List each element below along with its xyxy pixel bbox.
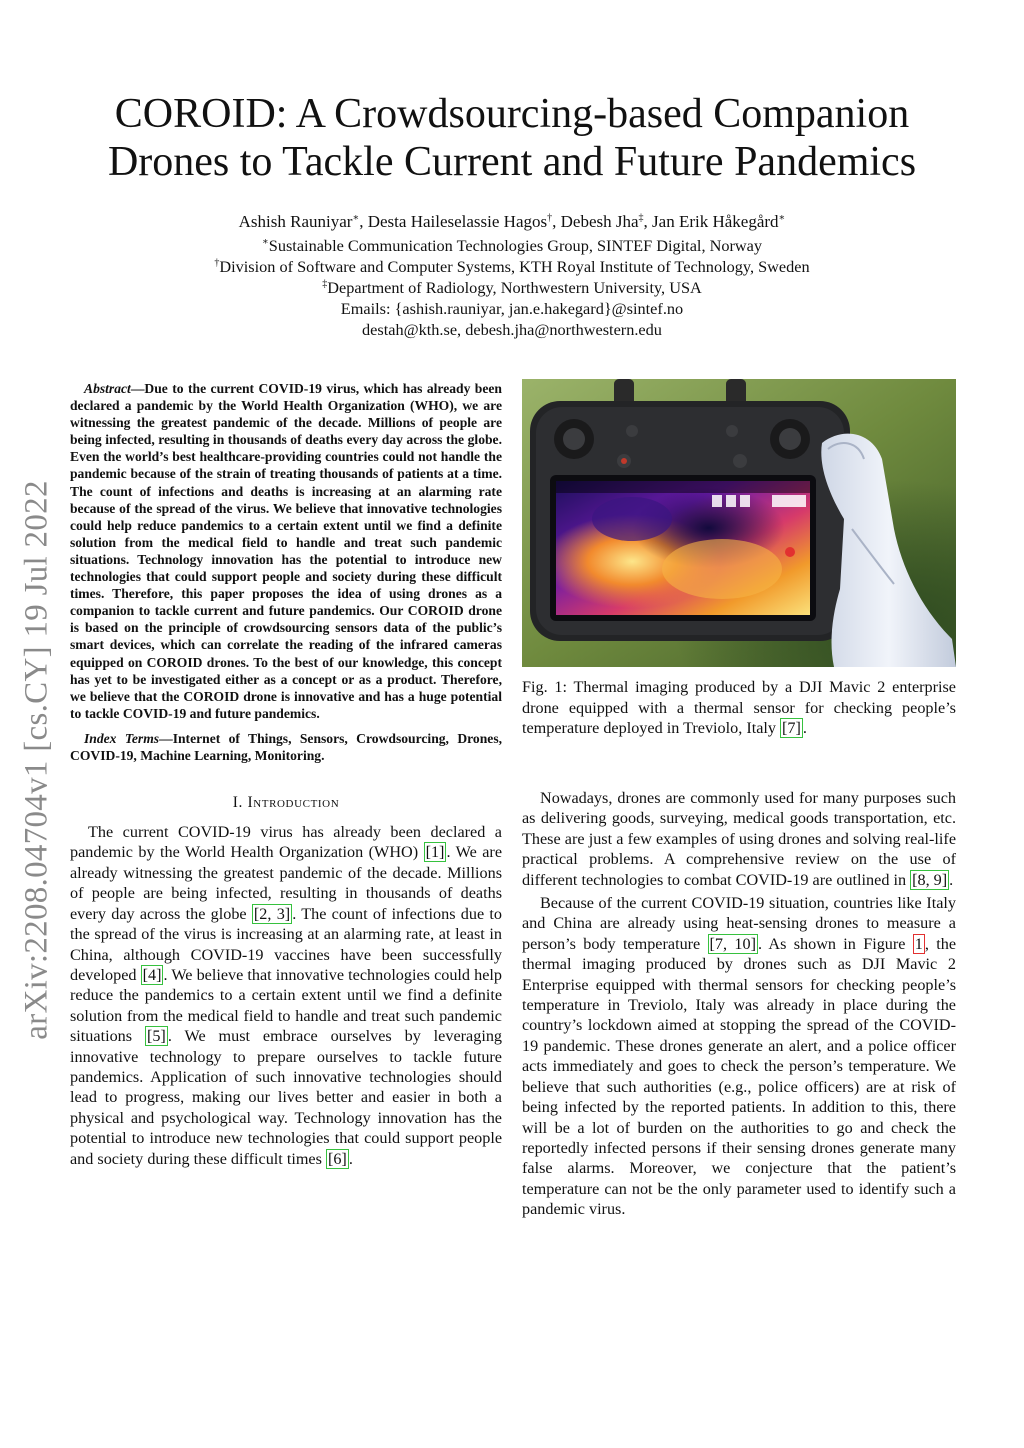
right-column <box>522 788 956 1220</box>
paragraph-text: . We must embrace ourselves by leveraging innovative technology to prepare ourselves to tackle future pandemics. Application of such innovative technologies should lead to progress, making our lives better and easier in both a physical and psychological way. Technology innovation has the potential to introduce new technologies that could support people and society during these difficult times <box>70 1027 503 1168</box>
abstract-lead: Abstract <box>84 381 131 396</box>
affiliation-mark: † <box>214 257 220 269</box>
caption-text: Fig. 1: Thermal imaging produced by a DJI Mavic 2 enterprise drone equipped with a thermal sensor for checking people’s temperature deployed in Treviolo, Italy <box>522 678 956 737</box>
paragraph-text: . The count of infections due to the spread of the virus is increasing at an alarming rate, at least in China, although COVID-19 vaccines have been successfully developed <box>70 904 503 984</box>
paragraph-text: Because of the current COVID-19 situation, countries like Italy and China are already using heat-sensing drones to measure a person’s body temperature <box>522 894 956 953</box>
paragraph-text: , the thermal imaging produced by drones such as DJI Mavic 2 Enterprise equipped with thermal sensors for checking people’s temperature in Treviolo, Italy was already in place during the country’s lockdown aimed at stopping the spread of the COVID-19 pandemic. These drones generate an alert, and a police officer acts immediately and goes to check the person’s temperature. We believe that such authorities (e.g., police officers) are at risk of being infected by the reported patients. In addition to this, there will be a lot of burden on the authorities to go and check the reportedly infected persons if their sensing drones generate many false alarms. Moreover, we conjecture that the patient’s temperature can not be the only parameter used to identify such a pandemic virus. <box>522 934 957 1219</box>
author-mark: † <box>547 212 553 224</box>
index-terms-lead: Index Terms <box>84 730 160 746</box>
author-mark: ∗ <box>778 212 786 224</box>
author-name: Jan Erik Håkegård <box>652 212 779 231</box>
section-heading <box>70 794 502 812</box>
emails-line-2: destah@kth.se, debesh.jha@northwestern.edu <box>362 320 662 339</box>
citation-link[interactable]: [6] <box>327 1149 347 1168</box>
section-title: Introduction <box>247 794 340 812</box>
affiliation-text: Department of Radiology, Northwestern University, USA <box>327 278 702 297</box>
citation-link[interactable]: [8, 9] <box>912 870 948 889</box>
author-name: Debesh Jha <box>560 212 639 231</box>
paper-title <box>70 90 954 186</box>
left-column <box>70 380 502 1169</box>
author-name: Ashish Rauniyar <box>238 212 353 231</box>
paragraph-text: . We believe that innovative technologies could help reduce the pandemics to a certain extent until we find a definite solution from the medical field to handle and treat such pandemic situations <box>70 965 502 1046</box>
thermal-controller-image <box>522 379 956 667</box>
intro-paragraph <box>70 822 502 1169</box>
figure-ref-link[interactable]: 1 <box>914 934 923 953</box>
figure-1-caption <box>522 677 956 739</box>
citation-link[interactable]: [4] <box>142 965 162 984</box>
paragraph-text: . <box>348 1149 353 1168</box>
paragraph-text: . We are already witnessing the greatest pandemic of the decade. Millions of people are being infected, resulting in thousands of deaths every day across the globe <box>70 843 503 923</box>
arxiv-stamp <box>12 440 62 1080</box>
citation-link[interactable]: [5] <box>146 1027 166 1046</box>
author-name: Desta Haileselassie Hagos <box>367 212 548 231</box>
author-mark: ∗ <box>352 212 360 224</box>
affiliation-text: Division of Software and Computer Systems, KTH Royal Institute of Technology, Sweden <box>219 257 810 276</box>
paragraph-text: The current COVID-19 virus has already been declared a pandemic by the World Health Organization (WHO) <box>70 823 502 862</box>
affiliation-mark: ∗ <box>261 236 269 248</box>
author-names: Ashish Rauniyar∗, Desta Haileselassie Hagos†, Debesh Jha‡, Jan Erik Håkegård∗ <box>238 212 786 231</box>
section-numeral: I. <box>232 794 248 812</box>
author-block <box>70 211 954 340</box>
paragraph-text: . <box>949 870 954 889</box>
affiliation-mark: ‡ <box>322 278 328 290</box>
body-paragraph <box>522 893 956 1220</box>
affiliation-text: Sustainable Communication Technologies Group, SINTEF Digital, Norway <box>268 236 763 255</box>
body-paragraph <box>522 788 956 890</box>
affiliation-line <box>70 235 954 256</box>
author-mark: ‡ <box>638 212 644 224</box>
citation-link[interactable]: [7] <box>782 719 801 737</box>
arxiv-stamp-text: arXiv:2208.04704v1 [cs.CY] 19 Jul 2022 <box>18 480 55 1040</box>
paragraph-text: Nowadays, drones are commonly used for many purposes such as delivering goods, surveying, medical goods transportation, etc. These are just a few examples of using drones and solving real-life practical problems. A comprehensive review on the use of different technologies to combat COVID-19 are outlined in <box>522 789 956 889</box>
affiliation-line <box>70 256 954 277</box>
emails-line-1: Emails: {ashish.rauniyar, jan.e.hakegard}@sintef.no <box>340 299 684 318</box>
abstract <box>70 380 502 722</box>
title-line-2: Drones to Tackle Current and Future Pandemics <box>107 139 917 185</box>
citation-link[interactable]: [1] <box>425 843 445 862</box>
figure-1-photo <box>522 379 956 667</box>
paragraph-text: . As shown in Figure <box>757 934 913 953</box>
caption-text: . <box>802 719 807 737</box>
title-line-1: COROID: A Crowdsourcing-based Companion <box>114 91 910 137</box>
affiliation-line <box>70 277 954 298</box>
index-terms <box>70 730 502 764</box>
abstract-text: —Due to the current COVID-19 virus, which has already been declared a pandemic by the World Health Organization (WHO), we are witnessing the greatest pandemic of the decade. Millions of people are being infected, resulting in thousands of deaths every day across the globe. Even the world’s best healthcare-providing countries could not handle the pandemic because of the strain of treating thousands of patients at a time. The count of infections and deaths is increasing at an alarming rate because of the spread of the virus. We believe that innovative technologies could help reduce pandemics to a certain extent until we find a definite solution from the medical field to handle and treat such pandemic situations. Technology innovation has the potential to introduce new technologies that could support people and society during these difficult times. Therefore, this paper proposes the idea of using drones as a companion to tackle current and future pandemics. Our COROID drone is based on the principle of crowdsourcing sensors data of the public’s smart devices, which can correlate the reading of the infrared cameras equipped on COROID drones. To the best of our knowledge, this concept has yet to be investigated either as a concept or as a product. Therefore, we believe that the COROID drone is innovative and has a huge potential to tackle COVID-19 and future pandemics. <box>70 381 502 721</box>
citation-link[interactable]: [2, 3] <box>253 904 291 923</box>
index-terms-text: —Internet of Things, Sensors, Crowdsourcing, Drones, COVID-19, Machine Learning, Monitoring. <box>70 730 503 763</box>
citation-link[interactable]: [7, 10] <box>709 934 756 953</box>
